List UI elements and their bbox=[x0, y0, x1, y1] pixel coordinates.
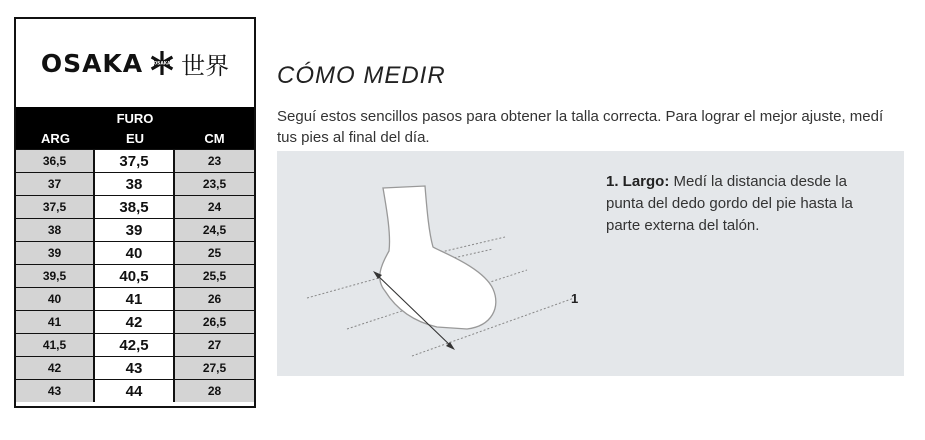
cm-cell: 28 bbox=[175, 380, 254, 402]
column-header-arg: ARG bbox=[41, 131, 70, 146]
page-title: CÓMO MEDIR bbox=[277, 62, 446, 89]
arg-cell: 38 bbox=[16, 219, 95, 241]
table-row bbox=[16, 264, 254, 287]
cm-cell: 23 bbox=[175, 150, 254, 172]
cm-cell: 25 bbox=[175, 242, 254, 264]
cm-cell: 26,5 bbox=[175, 311, 254, 333]
eu-cell: 40,5 bbox=[95, 265, 175, 287]
arg-cell: 36,5 bbox=[16, 150, 95, 172]
cm-cell: 27 bbox=[175, 334, 254, 356]
table-row bbox=[16, 241, 254, 264]
intro-text: Seguí estos sencillos pasos para obtener la talla correcta. Para lograr el mejor ajuste, medí tus pies al final del día. bbox=[277, 108, 884, 146]
column-header-cm: CM bbox=[204, 131, 225, 146]
arg-cell: 40 bbox=[16, 288, 95, 310]
table-row bbox=[16, 356, 254, 379]
diagram-marker: 1 bbox=[571, 291, 579, 306]
eu-cell: 41 bbox=[95, 288, 175, 310]
arg-cell: 43 bbox=[16, 380, 95, 402]
chart-header bbox=[16, 107, 254, 149]
table-row bbox=[16, 195, 254, 218]
table-row bbox=[16, 287, 254, 310]
measure-panel bbox=[277, 151, 904, 376]
arg-cell: 37,5 bbox=[16, 196, 95, 218]
sock-illustration bbox=[287, 161, 587, 366]
sock-icon bbox=[380, 186, 496, 329]
arg-cell: 39,5 bbox=[16, 265, 95, 287]
cm-cell: 26 bbox=[175, 288, 254, 310]
column-header-eu: EU bbox=[125, 131, 145, 146]
brand-logo bbox=[16, 19, 254, 107]
arg-cell: 42 bbox=[16, 357, 95, 379]
step-text: Medí la distancia desde la punta del dedo gordo del pie hasta la parte externa del talón. bbox=[606, 173, 853, 234]
eu-cell: 43 bbox=[95, 357, 175, 379]
table-row bbox=[16, 218, 254, 241]
eu-cell: 40 bbox=[95, 242, 175, 264]
cm-cell: 24,5 bbox=[175, 219, 254, 241]
eu-cell: 42,5 bbox=[95, 334, 175, 356]
svg-text:OSAKA: OSAKA bbox=[153, 61, 171, 67]
eu-cell: 44 bbox=[95, 380, 175, 402]
cm-cell: 23,5 bbox=[175, 173, 254, 195]
eu-cell: 37,5 bbox=[95, 150, 175, 172]
cm-cell: 27,5 bbox=[175, 357, 254, 379]
star-logo-icon bbox=[149, 50, 175, 76]
brand-kanji: 世界 bbox=[181, 51, 230, 80]
arg-cell: 41 bbox=[16, 311, 95, 333]
table-row bbox=[16, 310, 254, 333]
group-header: FURO bbox=[116, 111, 154, 126]
size-chart bbox=[14, 17, 256, 408]
cm-cell: 24 bbox=[175, 196, 254, 218]
eu-cell: 38 bbox=[95, 173, 175, 195]
step-label: 1. Largo: bbox=[606, 173, 670, 190]
brand-name: OSAKA bbox=[40, 48, 144, 78]
arg-cell: 41,5 bbox=[16, 334, 95, 356]
table-row bbox=[16, 172, 254, 195]
eu-cell: 38,5 bbox=[95, 196, 175, 218]
eu-cell: 39 bbox=[95, 219, 175, 241]
cm-cell: 25,5 bbox=[175, 265, 254, 287]
eu-cell: 42 bbox=[95, 311, 175, 333]
arg-cell: 39 bbox=[16, 242, 95, 264]
size-rows bbox=[16, 149, 254, 402]
table-row bbox=[16, 379, 254, 402]
step-length bbox=[606, 171, 881, 237]
table-row bbox=[16, 333, 254, 356]
table-row bbox=[16, 149, 254, 172]
arg-cell: 37 bbox=[16, 173, 95, 195]
